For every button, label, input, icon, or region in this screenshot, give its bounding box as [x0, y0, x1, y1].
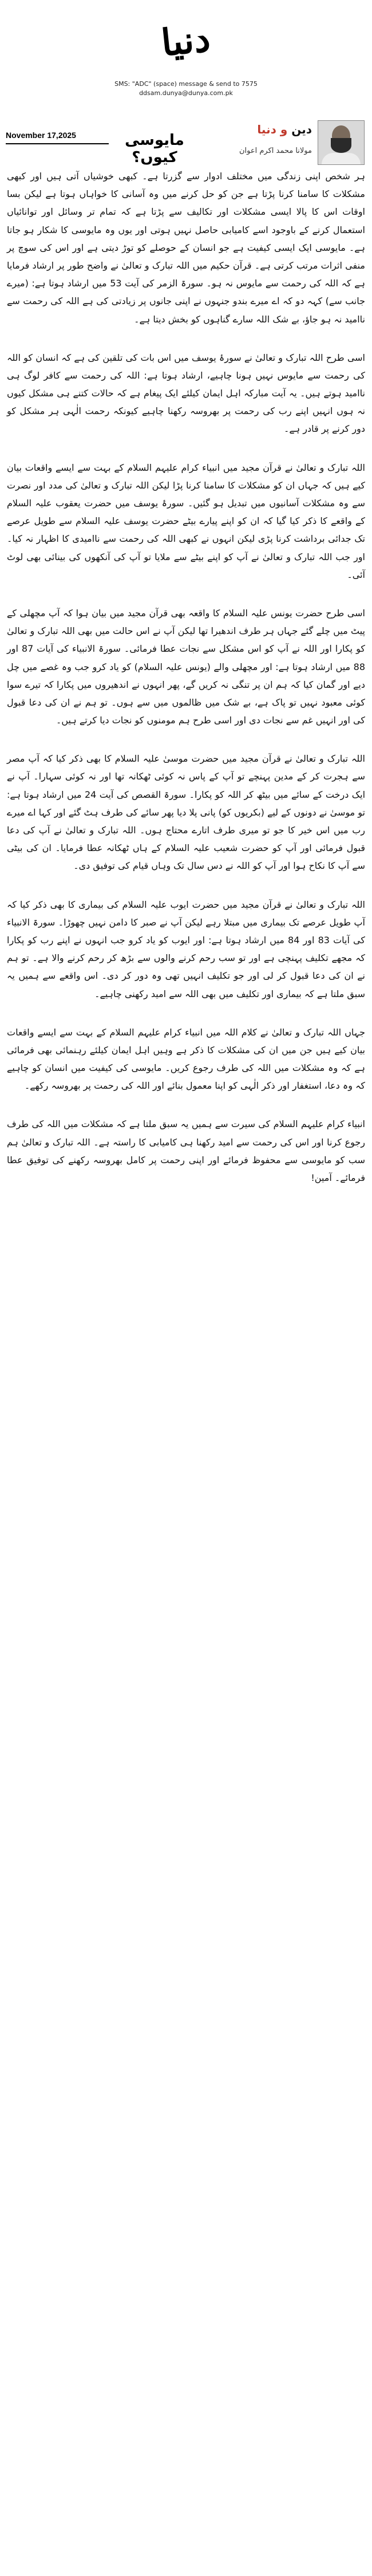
- logo-text: دنیا: [159, 17, 213, 65]
- article-header: [0, 119, 372, 166]
- masthead: [0, 0, 372, 115]
- article-paragraph: اللہ تبارک و تعالیٰ نے قرآن مجید میں حضرت ایوب علیہ السلام کی بیماری کا بھی ذکر کیا کہ آپ طویل عرصے تک بیماری میں مبتلا رہے لیکن آپ نے صبر کا دامن نہیں چھوڑا۔ سورۃ الانبیاء کی آیات 83 اور 84 میں ارشاد ہوتا ہے: اور ایوب کو یاد کرو جب انہوں نے اپنے رب کو پکارا کہ مجھے تکلیف پہنچی ہے اور تو سب رحم کرنے والوں سے بڑھ کر رحم کرنے والا ہے۔ تو ہم نے ان کی دعا قبول کر لی اور جو تکلیف انہیں تھی وہ دور کر دی۔ اس واقعے سے ہمیں یہ سبق ملتا ہے کہ بیماری اور تکلیف میں بھی اللہ سے امید رکھنی چاہیے۔: [7, 899, 365, 999]
- column-name: [257, 123, 312, 136]
- sms-line: [0, 80, 372, 88]
- portrait-torso: [322, 153, 361, 165]
- article-paragraph: اسی طرح اللہ تبارک و تعالیٰ نے سورۂ یوسف میں اس بات کی تلقین کی ہے کہ انسان کو اللہ کی رحمت سے مایوس نہیں ہونا چاہیے، ارشاد ہوتا ہے: اللہ کی رحمت سے کافر لوگ ہی ناامید ہوتے ہیں۔ یہ آیت مبارکہ اہل ایمان کیلئے ایک پیغام ہے کہ حالات کتنے ہی مشکل کیوں نہ ہوں انہیں اپنے رب کی رحمت پر بھروسہ رکھنا چاہیے کیونکہ رحمت الٰہی ہر مشکل کو دور کرنے پر قادر ہے۔: [7, 352, 365, 435]
- article-paragraph: انبیاء کرام علیہم السلام کی سیرت سے ہمیں یہ سبق ملتا ہے کہ مشکلات میں اللہ کی طرف رجوع کرنا اور اس کی رحمت سے امید رکھنا ہی کامیابی کا راستہ ہے۔ اللہ تبارک و تعالیٰ ہم سب کو مایوسی سے محفوظ فرمائے اور اپنی رحمت پر کامل بھروسہ رکھنے کی توفیق عطا فرمائے۔ آمین!: [7, 1118, 365, 1183]
- email-link[interactable]: ddsam.dunya@dunya.com.pk: [139, 89, 233, 97]
- author-name: مولانا محمد اکرم اعوان: [239, 147, 312, 155]
- column-name-part2: و دنیا: [257, 123, 288, 136]
- date-underline: [6, 143, 109, 144]
- email-line: [0, 89, 372, 97]
- article-paragraph: اللہ تبارک و تعالیٰ نے قرآن مجید میں انبیاء کرام علیہم السلام کے بہت سے ایسے واقعات بیان کیے ہیں کہ جہاں ان کو مشکلات کا سامنا کرنا پڑا لیکن اللہ تبارک و تعالیٰ کی مدد اور نصرت سے وہ مشکلات آسانیوں میں تبدیل ہو گئیں۔ سورۂ یوسف میں حضرت یعقوب علیہ السلام کے واقعے کا ذکر کیا گیا کہ ان کو اپنے پیارے بیٹے حضرت یوسف علیہ السلام سے طویل عرصے تک جدائی برداشت کرنا پڑی لیکن انہوں نے کبھی اللہ کی رحمت سے ناامیدی کا اظہار نہ کیا۔ اور جب اللہ تبارک و تعالیٰ نے آپ کو اپنے بیٹے سے ملایا تو آپ کی آنکھوں کی بینائی بھی لوٹ آئی۔: [7, 462, 365, 580]
- article-body: [7, 167, 365, 1207]
- article-paragraph: اللہ تبارک و تعالیٰ نے قرآن مجید میں حضرت موسیٰ علیہ السلام کا بھی ذکر کیا کہ آپ مصر سے ہجرت کر کے مدین پہنچے تو آپ کے پاس نہ کوئی ٹھکانہ تھا اور نہ کوئی سہارا۔ آپ نے ایک درخت کے سائے میں بیٹھ کر اللہ کو پکارا۔ سورۃ القصص کی آیت 24 میں ارشاد ہوتا ہے: تو موسیٰ نے دونوں کے لیے (بکریوں کو) پانی پلا دیا پھر سائے کی طرف ہٹ گئے اور کہا اے میرے رب میں اس خیر کا جو تو میری طرف اتارے محتاج ہوں۔ اللہ تبارک و تعالیٰ نے آپ کی دعا قبول فرمائی اور آپ کو حضرت شعیب علیہ السلام کے ہاں ٹھکانہ عطا فرمایا۔ ان کی بیٹی سے آپ کا نکاح ہوا اور آپ کو اللہ نے دس سال تک وہاں قیام کی توفیق دی۔: [7, 753, 366, 872]
- article-paragraph: اسی طرح حضرت یونس علیہ السلام کا واقعہ بھی قرآن مجید میں بیان ہوا کہ آپ مچھلی کے پیٹ میں چلے گئے جہاں ہر طرف اندھیرا تھا لیکن آپ نے اس حالت میں بھی اللہ تبارک و تعالیٰ کو پکارا اور اللہ نے آپ کو اس مشکل سے نجات عطا فرمائی۔ سورۃ الانبیاء کی آیات 87 اور 88 میں ارشاد ہوتا ہے: اور مچھلی والے (یونس علیہ السلام) کو یاد کرو جب وہ غصے میں چل دیے اور گمان کیا کہ ہم ان پر تنگی نہ کریں گے، پھر انہوں نے اندھیروں میں پکارا کہ تیرے سوا کوئی معبود نہیں تو پاک ہے، بے شک میں ظالموں میں سے ہوں۔ تو ہم نے ان کی دعا قبول کی اور انہیں غم سے نجات دی اور اسی طرح ہم مومنوں کو نجات دیا کرتے ہیں۔: [7, 607, 365, 726]
- article-headline: مایوسی کیوں؟: [125, 132, 184, 166]
- article-paragraph: جہاں اللہ تبارک و تعالیٰ نے کلام اللہ میں انبیاء کرام علیہم السلام کے بہت سے ایسے واقعات بیان کیے ہیں جن میں ان کی مشکلات کا ذکر ہے وہیں اہل ایمان کیلئے رہنمائی بھی فرمائی ہے کہ وہ مشکلات میں اللہ کی طرف رجوع کریں۔ مایوسی کی کیفیت میں انسان کو چاہیے کہ وہ دعا، استغفار اور ذکر الٰہی کو اپنا معمول بنائے اور اللہ کی رحمت پر بھروسہ رکھے۔: [7, 1026, 365, 1092]
- column-brand: [226, 121, 312, 162]
- dunya-logo: [140, 3, 232, 78]
- portrait-beard: [331, 138, 351, 153]
- column-name-part1: دین: [287, 123, 312, 136]
- article-paragraph: ہر شخص اپنی زندگی میں مختلف ادوار سے گزرتا ہے۔ کبھی خوشیاں آتی ہیں اور کبھی مشکلات کا سامنا کرنا پڑتا ہے جن کو حل کرنے میں وہ آسانی کا خواہاں ہوتا ہے لیکن بسا اوقات اس کا پالا ایسی مشکلات اور تکالیف سے پڑتا ہے کہ تمام تر وسائل اور توانائیاں استعمال کرنے کے باوجود اسے کامیابی حاصل نہیں ہوتی اور یوں وہ مایوسی کا شکار ہو جاتا ہے۔ مایوسی ایک ایسی کیفیت ہے جو انسان کے حوصلے کو توڑ دیتی ہے اور اس کی سوچ پر منفی اثرات مرتب کرتی ہے۔ قرآن حکیم میں اللہ تبارک و تعالیٰ نے واضح طور پر ارشاد فرمایا ہے کہ اللہ کی رحمت سے مایوس نہ ہو۔ سورۃ الزمر کی آیت 53 میں ارشاد ہوتا ہے: (میرے جانب سے) کہہ دو کہ اے میرے بندو جنہوں نے اپنی جانوں پر زیادتی کی ہے اللہ کی رحمت سے ناامید نہ ہو جاؤ، بے شک اللہ سارے گناہوں کو بخش دیتا ہے۔: [7, 171, 365, 325]
- sms-text: SMS: "ADC" (space) message & send to 7575: [114, 80, 258, 88]
- publication-date: November 17,2025: [6, 131, 76, 140]
- author-portrait: [318, 120, 365, 165]
